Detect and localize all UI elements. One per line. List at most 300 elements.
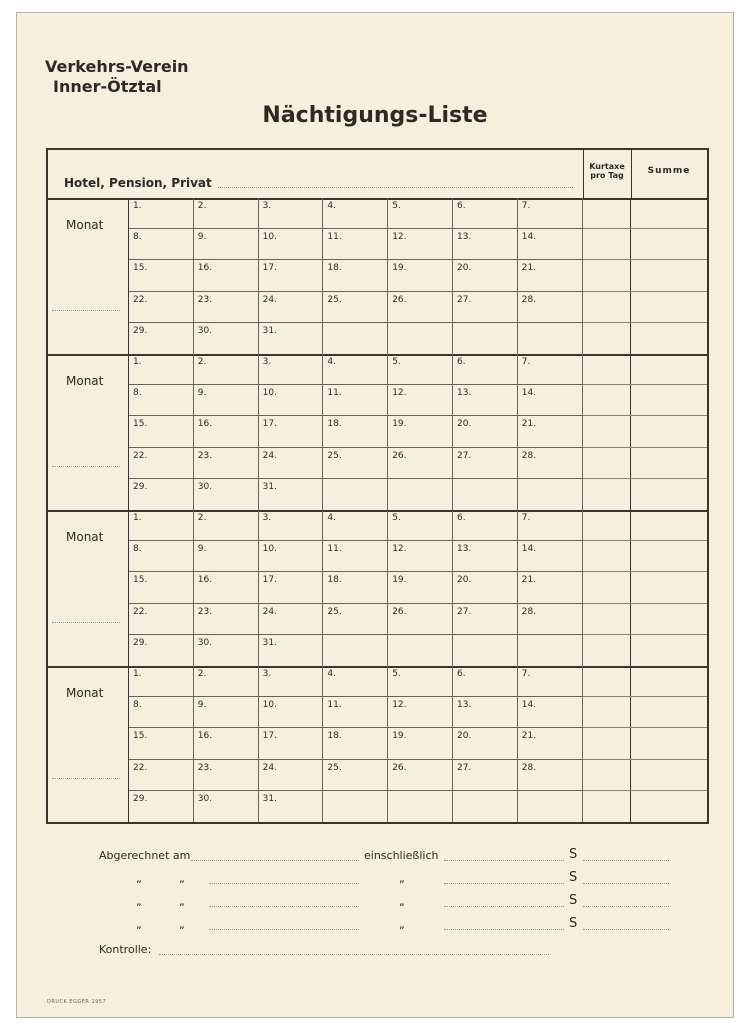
day-cell[interactable] (259, 572, 324, 603)
month-fill-line[interactable] (52, 310, 120, 311)
kurtaxe-cell[interactable] (583, 635, 631, 666)
day-cell[interactable] (518, 510, 583, 541)
day-cell[interactable] (388, 666, 453, 697)
day-number: 13. (457, 232, 472, 243)
day-number: 29. (133, 637, 148, 648)
day-number: 7. (521, 357, 531, 367)
day-number: 6. (457, 201, 466, 211)
kurtaxe-cell[interactable] (583, 354, 631, 385)
kurtaxe-cell[interactable] (583, 448, 631, 479)
summe-cell[interactable] (631, 323, 707, 354)
day-cell[interactable] (453, 791, 518, 822)
kurtaxe-label-line-1: Kurtaxe (589, 162, 625, 171)
printer-mark: DRUCK EGGER 1957 (47, 999, 107, 1005)
day-number: 6. (457, 513, 466, 523)
day-cell[interactable] (129, 541, 194, 572)
day-cell[interactable] (388, 260, 453, 291)
summe-cell[interactable] (631, 385, 707, 416)
day-cell[interactable] (129, 292, 194, 323)
day-cell[interactable] (129, 448, 194, 479)
day-cell[interactable] (259, 323, 324, 354)
day-number: 24. (262, 294, 277, 305)
establishment-fill-line[interactable] (218, 187, 573, 188)
control-line[interactable] (159, 954, 549, 955)
day-cell[interactable] (259, 760, 324, 791)
day-cell[interactable] (129, 510, 194, 541)
org-line-1: Verkehrs-Verein (45, 57, 189, 76)
day-number: 25. (327, 606, 342, 617)
day-number: 13. (457, 544, 472, 555)
ditto-mark: „ (136, 895, 142, 908)
day-cell[interactable] (194, 572, 259, 603)
day-cell[interactable] (259, 385, 324, 416)
day-number: 26. (392, 606, 407, 617)
day-cell[interactable] (194, 541, 259, 572)
day-cell[interactable] (518, 292, 583, 323)
day-cell[interactable] (388, 229, 453, 260)
kurtaxe-label (583, 162, 631, 180)
day-cell[interactable] (194, 448, 259, 479)
day-cell[interactable] (259, 541, 324, 572)
day-cell[interactable] (388, 728, 453, 759)
day-cell[interactable] (194, 760, 259, 791)
ditto-mark: „ (136, 918, 142, 931)
day-cell[interactable] (453, 260, 518, 291)
day-cell[interactable] (259, 260, 324, 291)
day-number: 30. (197, 637, 213, 648)
day-number: 4. (327, 201, 336, 211)
settlement-row-4 (99, 918, 699, 938)
day-number: 7. (521, 669, 531, 679)
inclusive-line[interactable] (444, 860, 564, 861)
day-cell[interactable] (453, 760, 518, 791)
day-cell[interactable] (129, 198, 194, 229)
day-number: 25. (327, 762, 342, 773)
day-cell[interactable] (194, 385, 259, 416)
ditto-mark: „ (179, 895, 185, 908)
day-cell[interactable] (259, 728, 324, 759)
settlement-row-2 (99, 872, 699, 892)
day-cell[interactable] (259, 510, 324, 541)
day-cell[interactable] (453, 666, 518, 697)
day-cell[interactable] (129, 260, 194, 291)
summe-cell[interactable] (631, 760, 707, 791)
day-number: 12. (392, 232, 407, 243)
day-cell[interactable] (518, 416, 583, 447)
kurtaxe-cell[interactable] (583, 728, 631, 759)
day-cell[interactable] (518, 385, 583, 416)
summe-cell[interactable] (631, 229, 707, 260)
day-cell[interactable] (453, 416, 518, 447)
day-cell[interactable] (259, 448, 324, 479)
day-number: 26. (392, 294, 407, 305)
day-cell[interactable] (388, 604, 453, 635)
summe-cell[interactable] (631, 260, 707, 291)
header-summe-cell (631, 150, 707, 200)
day-cell[interactable] (518, 760, 583, 791)
day-cell[interactable] (453, 385, 518, 416)
day-number: 10. (262, 700, 277, 711)
day-number: 29. (133, 325, 148, 336)
day-cell[interactable] (129, 385, 194, 416)
day-cell[interactable] (194, 635, 259, 666)
day-number: 13. (457, 700, 472, 711)
day-cell[interactable] (518, 604, 583, 635)
day-cell[interactable] (323, 323, 388, 354)
day-cell[interactable] (194, 260, 259, 291)
day-number: 30. (197, 793, 213, 804)
day-cell[interactable] (129, 229, 194, 260)
day-cell[interactable] (388, 697, 453, 728)
day-number: 10. (262, 232, 277, 243)
day-number: 11. (327, 544, 342, 555)
day-cell[interactable] (259, 791, 324, 822)
kurtaxe-cell[interactable] (583, 229, 631, 260)
day-cell[interactable] (194, 791, 259, 822)
day-cell[interactable] (129, 572, 194, 603)
establishment-label: Hotel, Pension, Privat (64, 176, 212, 190)
day-number: 16. (197, 263, 213, 274)
day-cell[interactable] (323, 198, 388, 229)
amount-line[interactable] (583, 906, 669, 907)
summe-cell[interactable] (631, 697, 707, 728)
ditto-mark: „ (399, 918, 405, 931)
day-cell[interactable] (388, 448, 453, 479)
day-cell[interactable] (259, 666, 324, 697)
day-cell[interactable] (323, 292, 388, 323)
day-cell[interactable] (194, 479, 259, 510)
day-cell[interactable] (129, 604, 194, 635)
day-cell[interactable] (129, 760, 194, 791)
summe-cell[interactable] (631, 572, 707, 603)
month-fill-line[interactable] (52, 778, 120, 779)
day-cell[interactable] (453, 323, 518, 354)
day-number: 16. (197, 575, 213, 586)
kurtaxe-cell[interactable] (583, 572, 631, 603)
month-fill-line[interactable] (52, 466, 120, 467)
day-cell[interactable] (388, 791, 453, 822)
inclusive-line[interactable] (444, 906, 564, 907)
day-cell[interactable] (518, 697, 583, 728)
day-number: 1. (133, 513, 142, 523)
kurtaxe-cell[interactable] (583, 791, 631, 822)
day-cell[interactable] (259, 292, 324, 323)
day-cell[interactable] (518, 260, 583, 291)
day-cell[interactable] (323, 635, 388, 666)
day-number: 20. (457, 575, 472, 586)
day-cell[interactable] (323, 791, 388, 822)
kurtaxe-cell[interactable] (583, 604, 631, 635)
day-cell[interactable] (129, 416, 194, 447)
organization-name (45, 57, 189, 97)
day-cell[interactable] (518, 791, 583, 822)
day-number: 2. (197, 357, 207, 367)
day-cell[interactable] (129, 728, 194, 759)
kurtaxe-cell[interactable] (583, 198, 631, 229)
day-cell[interactable] (323, 510, 388, 541)
day-number: 8. (133, 544, 142, 555)
day-number: 18. (327, 731, 342, 742)
day-number: 24. (262, 450, 277, 461)
day-number: 5. (392, 201, 401, 211)
month-label: Monat (66, 218, 104, 232)
day-cell[interactable] (129, 791, 194, 822)
day-cell[interactable] (194, 666, 259, 697)
day-number: 8. (133, 388, 142, 399)
day-number: 21. (521, 731, 537, 742)
day-cell[interactable] (518, 229, 583, 260)
summe-cell[interactable] (631, 416, 707, 447)
day-cell[interactable] (323, 260, 388, 291)
day-cell[interactable] (388, 510, 453, 541)
settled-date-line[interactable] (209, 906, 359, 907)
day-cell[interactable] (388, 760, 453, 791)
day-cell[interactable] (129, 479, 194, 510)
day-number: 1. (133, 357, 142, 367)
day-cell[interactable] (453, 541, 518, 572)
day-number: 14. (521, 700, 537, 711)
amount-line[interactable] (583, 929, 669, 930)
settled-date-line[interactable] (191, 860, 359, 861)
day-cell[interactable] (323, 416, 388, 447)
day-cell[interactable] (323, 448, 388, 479)
day-cell[interactable] (129, 323, 194, 354)
summe-cell[interactable] (631, 448, 707, 479)
day-cell[interactable] (323, 385, 388, 416)
amount-line[interactable] (583, 883, 669, 884)
kurtaxe-cell[interactable] (583, 292, 631, 323)
day-number: 31. (262, 637, 277, 648)
day-number: 17. (262, 263, 277, 274)
day-number: 1. (133, 669, 142, 679)
month-column (48, 198, 129, 354)
day-cell[interactable] (129, 697, 194, 728)
day-number: 2. (197, 513, 207, 523)
day-number: 28. (521, 294, 537, 305)
day-cell[interactable] (518, 572, 583, 603)
day-number: 4. (327, 513, 336, 523)
day-cell[interactable] (518, 448, 583, 479)
summe-cell[interactable] (631, 604, 707, 635)
day-cell[interactable] (388, 198, 453, 229)
ditto-mark: „ (136, 872, 142, 885)
day-number: 23. (197, 294, 213, 305)
kurtaxe-cell[interactable] (583, 541, 631, 572)
day-cell[interactable] (453, 229, 518, 260)
inclusive-line[interactable] (444, 929, 564, 930)
currency-label: S (569, 893, 578, 908)
day-number: 18. (327, 575, 342, 586)
day-number: 23. (197, 762, 213, 773)
day-number: 27. (457, 606, 472, 617)
day-number: 3. (262, 513, 272, 523)
day-cell[interactable] (453, 572, 518, 603)
day-number: 27. (457, 294, 472, 305)
kurtaxe-cell[interactable] (583, 479, 631, 510)
day-number: 28. (521, 606, 537, 617)
day-cell[interactable] (323, 760, 388, 791)
day-cell[interactable] (323, 229, 388, 260)
day-cell[interactable] (129, 354, 194, 385)
day-cell[interactable] (259, 229, 324, 260)
day-number: 31. (262, 481, 277, 492)
day-number: 20. (457, 419, 472, 430)
day-cell[interactable] (323, 354, 388, 385)
day-cell[interactable] (453, 604, 518, 635)
day-cell[interactable] (453, 697, 518, 728)
day-cell[interactable] (518, 198, 583, 229)
kurtaxe-cell[interactable] (583, 666, 631, 697)
summe-cell[interactable] (631, 635, 707, 666)
summe-cell[interactable] (631, 666, 707, 697)
day-cell[interactable] (259, 354, 324, 385)
day-cell[interactable] (194, 292, 259, 323)
day-cell[interactable] (323, 604, 388, 635)
day-cell[interactable] (453, 510, 518, 541)
day-number: 24. (262, 762, 277, 773)
day-cell[interactable] (194, 728, 259, 759)
day-cell[interactable] (518, 354, 583, 385)
day-cell[interactable] (259, 635, 324, 666)
summe-cell[interactable] (631, 479, 707, 510)
day-cell[interactable] (323, 572, 388, 603)
day-number: 15. (133, 263, 148, 274)
day-cell[interactable] (259, 697, 324, 728)
summe-cell[interactable] (631, 292, 707, 323)
kurtaxe-cell[interactable] (583, 416, 631, 447)
day-number: 28. (521, 762, 537, 773)
kurtaxe-cell[interactable] (583, 260, 631, 291)
day-cell[interactable] (323, 697, 388, 728)
day-cell[interactable] (453, 292, 518, 323)
day-cell[interactable] (388, 541, 453, 572)
day-number: 31. (262, 793, 277, 804)
day-cell[interactable] (453, 198, 518, 229)
day-cell[interactable] (194, 510, 259, 541)
day-cell[interactable] (388, 635, 453, 666)
day-number: 28. (521, 450, 537, 461)
day-cell[interactable] (194, 416, 259, 447)
day-cell[interactable] (259, 416, 324, 447)
day-cell[interactable] (388, 354, 453, 385)
month-column (48, 510, 129, 666)
day-number: 12. (392, 700, 407, 711)
day-number: 21. (521, 419, 537, 430)
day-cell[interactable] (323, 728, 388, 759)
month-block (48, 198, 707, 356)
month-label: Monat (66, 530, 104, 544)
currency-label: S (569, 916, 578, 931)
day-cell[interactable] (259, 198, 324, 229)
day-cell[interactable] (323, 541, 388, 572)
month-column (48, 354, 129, 510)
day-cell[interactable] (518, 635, 583, 666)
day-cell[interactable] (388, 292, 453, 323)
day-cell[interactable] (194, 604, 259, 635)
summe-cell[interactable] (631, 728, 707, 759)
day-cell[interactable] (259, 479, 324, 510)
summe-cell[interactable] (631, 510, 707, 541)
kurtaxe-cell[interactable] (583, 510, 631, 541)
summe-cell[interactable] (631, 541, 707, 572)
settlement-row-1 (99, 849, 699, 869)
day-cell[interactable] (194, 229, 259, 260)
day-number: 5. (392, 357, 401, 367)
header-establishment-cell (48, 150, 584, 200)
day-number: 17. (262, 575, 277, 586)
day-cell[interactable] (194, 697, 259, 728)
inclusive-line[interactable] (444, 883, 564, 884)
day-cell[interactable] (518, 323, 583, 354)
day-number: 25. (327, 450, 342, 461)
settled-date-line[interactable] (209, 929, 359, 930)
day-cell[interactable] (129, 635, 194, 666)
day-cell[interactable] (388, 323, 453, 354)
day-number: 15. (133, 731, 148, 742)
day-cell[interactable] (453, 448, 518, 479)
page-title: Nächtigungs-Liste (262, 103, 488, 128)
day-cell[interactable] (194, 354, 259, 385)
day-number: 20. (457, 731, 472, 742)
kurtaxe-cell[interactable] (583, 697, 631, 728)
form-sheet (16, 12, 734, 1018)
day-cell[interactable] (194, 198, 259, 229)
summe-label: Summe (647, 166, 691, 176)
day-number: 21. (521, 575, 537, 586)
day-number: 10. (262, 388, 277, 399)
day-number: 15. (133, 575, 148, 586)
day-cell[interactable] (259, 604, 324, 635)
day-cell[interactable] (388, 385, 453, 416)
day-number: 3. (262, 201, 272, 211)
ditto-mark: „ (399, 895, 405, 908)
kurtaxe-cell[interactable] (583, 385, 631, 416)
settled-date-line[interactable] (209, 883, 359, 884)
day-cell[interactable] (388, 416, 453, 447)
day-cell[interactable] (453, 728, 518, 759)
day-number: 19. (392, 419, 407, 430)
summe-cell[interactable] (631, 791, 707, 822)
day-number: 14. (521, 388, 537, 399)
day-cell[interactable] (388, 479, 453, 510)
day-number: 30. (197, 325, 213, 336)
day-cell[interactable] (194, 323, 259, 354)
kurtaxe-cell[interactable] (583, 760, 631, 791)
amount-line[interactable] (583, 860, 669, 861)
day-cell[interactable] (518, 479, 583, 510)
day-number: 10. (262, 544, 277, 555)
day-number: 22. (133, 606, 148, 617)
month-fill-line[interactable] (52, 622, 120, 623)
overnight-stay-table (46, 148, 709, 824)
day-cell[interactable] (129, 666, 194, 697)
day-cell[interactable] (518, 666, 583, 697)
day-number: 27. (457, 450, 472, 461)
day-cell[interactable] (453, 479, 518, 510)
inclusive-label: einschließlich (364, 849, 439, 862)
summe-cell[interactable] (631, 198, 707, 229)
kurtaxe-cell[interactable] (583, 323, 631, 354)
day-number: 2. (197, 201, 207, 211)
day-cell[interactable] (518, 541, 583, 572)
day-cell[interactable] (453, 354, 518, 385)
day-cell[interactable] (453, 635, 518, 666)
day-cell[interactable] (323, 479, 388, 510)
summe-cell[interactable] (631, 354, 707, 385)
day-cell[interactable] (518, 728, 583, 759)
day-cell[interactable] (388, 572, 453, 603)
day-cell[interactable] (323, 666, 388, 697)
